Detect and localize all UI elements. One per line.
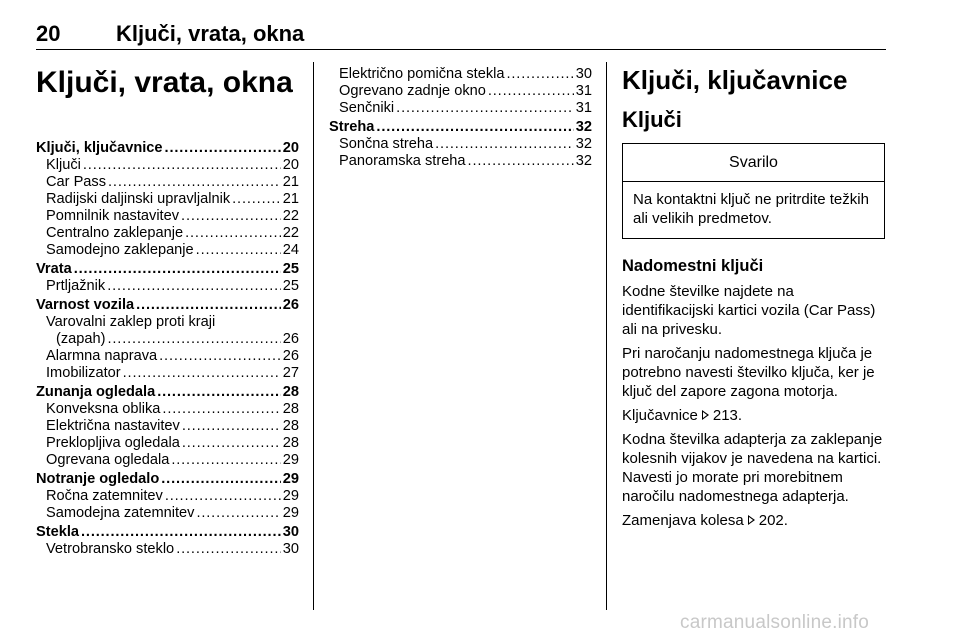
toc-page-number: 32 [575,153,592,169]
toc-entry-title: Ključi [46,157,81,173]
toc-column-1 [36,50,299,558]
running-title: Ključi, vrata, okna [116,21,305,46]
toc-page-number: 30 [282,524,299,540]
toc-entry-title: Senčniki [339,100,395,116]
paragraph: Kodne številke najdete na identifikacijski kartici vozila (Car Pass) ali na privesku. [622,283,876,338]
toc-page-number: 30 [282,541,299,557]
toc-leader-dots [396,100,574,117]
toc-entry[interactable] [329,100,592,117]
toc-page-number: 22 [282,225,299,241]
toc-entry-title: Električna nastavitev [46,418,180,434]
toc-page-number: 28 [282,384,299,400]
toc-column-2 [329,66,592,170]
reference-text: Ključavnice [622,407,698,424]
toc-entry-title: Sončna streha [339,136,434,152]
toc-entry-title: Ogrevana ogledala [46,452,170,468]
toc-chapter-entry[interactable] [36,297,299,314]
toc-entry-title: Električno pomična stekla [339,66,505,82]
toc-entry-title: Ogrevano zadnje okno [339,83,486,99]
toc-entry[interactable] [36,191,299,208]
toc-page-number: 24 [282,242,299,258]
toc-page-number: 30 [575,66,592,82]
paragraph-reference [622,406,886,425]
toc-entry[interactable] [36,541,299,558]
toc-entry-title: Varnost vozila [36,297,135,313]
toc-leader-dots [182,435,281,452]
toc-chapter-entry[interactable] [36,384,299,401]
toc-leader-dots [81,524,281,541]
toc-entry-title: Konveksna oblika [46,401,161,417]
toc-leader-dots [376,119,573,136]
toc-chapter-entry[interactable] [36,471,299,488]
page-header [36,0,886,50]
toc-leader-dots [74,261,281,278]
reference-text: Zamenjava kolesa [622,512,744,529]
toc-entry[interactable] [329,66,592,83]
toc-entry[interactable] [36,365,299,382]
toc-entry-title: Samodejno zaklepanje [46,242,194,258]
toc-page-number: 26 [282,297,299,313]
toc-entry-title: Radijski daljinski upravljalnik [46,191,231,207]
toc-entry[interactable] [36,435,299,452]
toc-leader-dots [232,191,281,208]
toc-entry-title: Car Pass [46,174,107,190]
toc-entry-title: Preklopljiva ogledala [46,435,180,451]
toc-entry[interactable] [36,278,299,295]
toc-entry-title: Alarmna naprava [46,348,158,364]
toc-leader-dots [136,297,281,314]
toc-entry[interactable] [36,505,299,522]
toc-entry-title: Centralno zaklepanje [46,225,184,241]
toc-entry-title: (zapah) [56,331,106,347]
toc-leader-dots [165,488,281,505]
toc-entry[interactable]: Varovalni zaklep proti kraji [46,314,216,330]
toc-leader-dots [196,505,280,522]
page-reference-arrow-icon [748,515,755,525]
toc-chapter-entry[interactable] [329,119,592,136]
toc-entry[interactable] [36,157,299,174]
chapter-title: Ključi, vrata, okna [36,66,293,99]
toc-entry-title: Panoramska streha [339,153,466,169]
toc-entry[interactable] [329,153,592,170]
column-divider [313,62,314,610]
warning-text: Na kontaktni ključ ne pritrdite težkih ali velikih predmetov. [633,191,869,227]
paragraph-reference [622,511,886,530]
toc-entry[interactable] [36,452,299,469]
toc-leader-dots [185,225,281,242]
toc-entry[interactable] [36,225,299,242]
toc-page-number: 26 [282,348,299,364]
toc-leader-dots [107,278,281,295]
toc-entry-title: Ključi, ključavnice [36,140,163,156]
toc-entry[interactable] [329,83,592,100]
warning-title: Svarilo [623,144,884,182]
toc-page-number: 28 [282,418,299,434]
toc-page-number: 29 [282,488,299,504]
section-title: Ključi, ključavnice [622,65,848,95]
reference-link[interactable]: 213. [712,407,743,424]
toc-leader-dots [157,384,281,401]
toc-entry[interactable] [36,242,299,259]
toc-leader-dots [488,83,574,100]
toc-entry[interactable] [36,331,299,348]
toc-leader-dots [181,208,281,225]
toc-entry[interactable] [36,401,299,418]
toc-page-number: 32 [575,136,592,152]
toc-leader-dots [506,66,573,83]
toc-page-number: 28 [282,435,299,451]
toc-leader-dots [123,365,281,382]
toc-leader-dots [435,136,574,153]
toc-page-number: 29 [282,471,299,487]
heading-replacement-keys: Nadomestni ključi [622,257,764,275]
toc-entry-title: Vrata [36,261,72,277]
reference-link[interactable]: 202. [758,512,788,529]
toc-entry-title: Prtljažnik [46,278,106,294]
paragraph: Kodna številka adapterja za zaklepanje kolesnih vijakov je navedena na kartici. Navesti jo morate pri morebitnem naročilu nadomestnega adapterja. [622,431,883,505]
subsection-title: Ključi [622,107,682,132]
toc-leader-dots [468,153,574,170]
toc-page-number: 29 [282,452,299,468]
toc-entry-title: Ročna zatemnitev [46,488,163,504]
toc-entry[interactable] [36,418,299,435]
toc-leader-dots [108,174,281,191]
toc-page-number: 21 [282,174,299,190]
toc-entry-title: Stekla [36,524,79,540]
toc-page-number: 32 [575,119,592,135]
toc-entry-title: Zunanja ogledala [36,384,156,400]
toc-chapter-entry[interactable] [36,524,299,541]
toc-leader-dots [159,348,281,365]
toc-entry-title: Vetrobransko steklo [46,541,175,557]
toc-page-number: 26 [282,331,299,347]
toc-chapter-entry[interactable] [36,261,299,278]
toc-leader-dots [107,331,280,348]
toc-entry[interactable] [329,136,592,153]
toc-entry-title: Streha [329,119,375,135]
toc-page-number: 29 [282,505,299,521]
toc-page-number: 20 [282,140,299,156]
toc-entry-title: Samodejna zatemnitev [46,505,195,521]
toc-entry[interactable] [36,208,299,225]
toc-page-number: 25 [282,261,299,277]
toc-page-number: 21 [282,191,299,207]
toc-page-number: 28 [282,401,299,417]
toc-leader-dots [162,401,280,418]
page-number: 20 [36,21,61,46]
paragraph: Pri naročanju nadomestnega ključa je potrebno navesti številko ključa, ker je ključ del zapore zagona motorja. [622,345,875,400]
toc-leader-dots [83,157,281,174]
toc-page-number: 25 [282,278,299,294]
toc-leader-dots [176,541,281,558]
toc-page-number: 27 [282,365,299,381]
toc-leader-dots [161,471,281,488]
toc-entry-title: Notranje ogledalo [36,471,160,487]
page-reference-arrow-icon [702,410,709,420]
column-divider [606,62,607,610]
toc-entry-title: Pomnilnik nastavitev [46,208,180,224]
watermark: carmanualsonline.info [680,612,870,633]
toc-leader-dots [182,418,281,435]
toc-entry[interactable] [36,348,299,365]
toc-leader-dots [196,242,281,259]
toc-leader-dots [165,140,281,157]
toc-page-number: 22 [282,208,299,224]
toc-chapter-entry[interactable] [36,140,299,157]
warning-box [622,143,885,239]
table-of-contents [36,140,299,558]
toc-entry[interactable] [36,174,299,191]
content-column [622,58,886,535]
toc-page-number: 20 [282,157,299,173]
toc-page-number: 31 [575,83,592,99]
toc-leader-dots [171,452,280,469]
toc-entry[interactable] [36,488,299,505]
toc-entry-title: Imobilizator [46,365,121,381]
toc-page-number: 31 [575,100,592,116]
